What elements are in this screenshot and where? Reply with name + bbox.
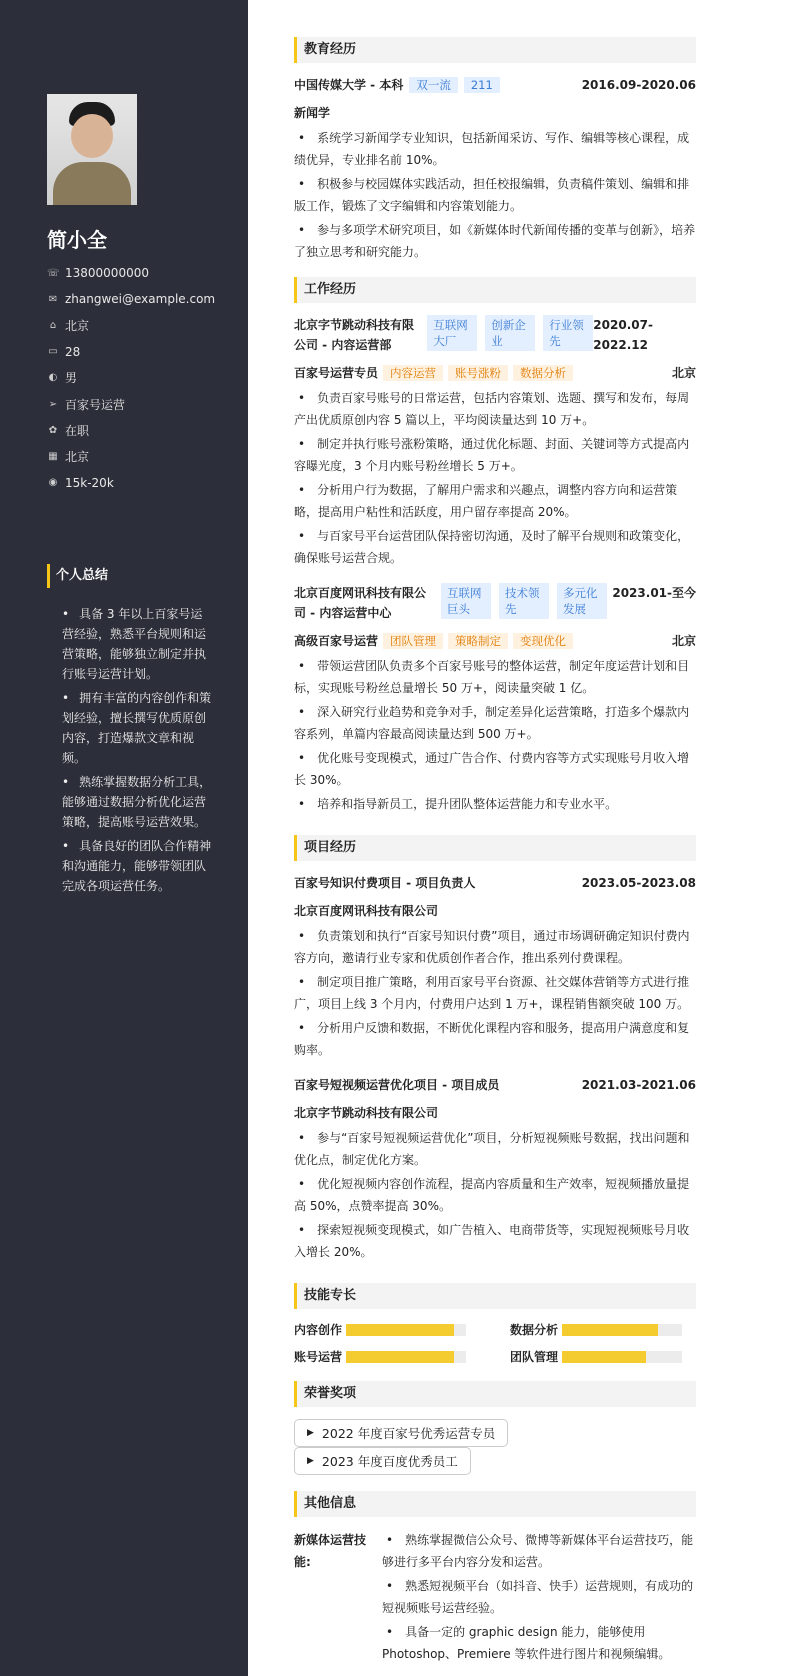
project-header	[294, 1075, 696, 1095]
role-title: 高级百家号运营	[294, 634, 379, 648]
skill-tag: 团队管理	[383, 633, 443, 649]
job-icon: ➢	[48, 398, 58, 410]
info-text: 在职	[65, 423, 90, 438]
section-education: 教育经历	[294, 37, 696, 63]
skill-bar-fill	[346, 1351, 454, 1363]
list-item: • 制定项目推广策略，利用百家号平台资源、社交媒体营销等方式进行推广，项目上线 3 个月内，付费用户达到 1 万+，课程销售额突破 100 万。	[294, 971, 696, 1015]
skill-bar	[346, 1324, 466, 1336]
skill-bar-fill	[346, 1324, 454, 1336]
info-row	[47, 339, 215, 365]
project-list	[294, 1127, 696, 1263]
contact-info	[47, 260, 215, 496]
list-item: • 深入研究行业趋势和竞争对手，制定差异化运营策略，打造多个爆款内容系列，单篇内容最高阅读量达到 500 万+。	[294, 701, 696, 745]
info-text: 男	[65, 371, 78, 386]
tag: 互联网巨头	[441, 583, 491, 619]
info-text: 北京	[65, 449, 90, 464]
sidebar	[0, 0, 248, 1676]
phone-icon: ☏	[47, 267, 60, 279]
play-icon: ▶	[307, 1456, 314, 1466]
job-list	[294, 387, 696, 569]
skill-bar	[562, 1351, 682, 1363]
age-icon: ▭	[48, 346, 58, 358]
job-date: 2023.01-至今	[612, 586, 696, 600]
job-date: 2020.07-2022.12	[593, 318, 653, 352]
section-other: 其他信息	[294, 1491, 696, 1517]
section-work: 工作经历	[294, 277, 696, 303]
project-entry	[294, 873, 696, 1061]
other-list	[382, 1529, 696, 1667]
list-item: • 分析用户反馈和数据，不断优化课程内容和服务，提高用户满意度和复购率。	[294, 1017, 696, 1061]
skill-bar	[562, 1324, 682, 1336]
info-row	[47, 391, 215, 417]
other-info	[294, 1529, 696, 1667]
salary-icon: ◉	[48, 477, 58, 489]
list-item: • 负责百家号账号的日常运营，包括内容策划、选题、撰写和发布，每周产出优质原创内容 5 篇以上，平均阅读量达到 10 万+。	[294, 387, 696, 431]
info-row	[47, 443, 215, 469]
info-text: 15k-20k	[65, 475, 114, 490]
main-content	[294, 0, 696, 1667]
info-row	[47, 365, 215, 391]
company: 北京百度网讯科技有限公司 - 内容运营中心	[294, 586, 427, 620]
project-list	[294, 925, 696, 1061]
project-name: 百家号知识付费项目 - 项目负责人	[294, 876, 476, 890]
summary-item: • 具备良好的团队合作精神和沟通能力，能够带领团队完成各项运营任务。	[62, 836, 212, 896]
skill-name: 数据分析	[510, 1323, 559, 1337]
honor-item[interactable]	[294, 1447, 471, 1475]
list-item: • 分析用户行为数据，了解用户需求和兴趣点，调整内容方向和运营策略，提高用户粘性和活跃度，用户留存率提高 20%。	[294, 479, 696, 523]
gender-icon: ◐	[48, 372, 58, 384]
skill-item	[294, 1348, 480, 1365]
skill-tag: 账号涨粉	[448, 365, 508, 381]
job-list	[294, 655, 696, 815]
section-skills: 技能专长	[294, 1283, 696, 1309]
list-item: • 积极参与校园媒体实践活动，担任校报编辑，负责稿件策划、编辑和排版工作，锻炼了文字编辑和内容策划能力。	[294, 173, 696, 217]
role	[294, 631, 573, 651]
project-header	[294, 873, 696, 893]
skill-bar-fill	[562, 1351, 646, 1363]
job-entry	[294, 583, 696, 815]
mail-icon: ✉	[48, 293, 58, 305]
tag: 多元化发展	[557, 583, 607, 619]
list-item: • 参与多项学术研究项目，如《新媒体时代新闻传播的变革与创新》，培养了独立思考和研究能力。	[294, 219, 696, 263]
list-item: • 培养和指导新员工，提升团队整体运营能力和专业水平。	[294, 793, 696, 815]
honor-text: 2022 年度百家号优秀运营专员	[321, 1426, 496, 1441]
info-row	[47, 470, 215, 496]
profile-name: 简小全	[47, 228, 107, 252]
education-header	[294, 75, 696, 95]
info-text: 13800000000	[65, 266, 149, 281]
info-row	[47, 417, 215, 443]
list-item: • 带领运营团队负责多个百家号账号的整体运营，制定年度运营计划和目标，实现账号粉丝总量增长 50 万+，阅读量突破 1 亿。	[294, 655, 696, 699]
list-item: • 探索短视频变现模式，如广告植入、电商带货等，实现短视频账号月收入增长 20%。	[294, 1219, 696, 1263]
skill-name: 账号运营	[294, 1350, 343, 1364]
tag: 互联网大厂	[427, 315, 477, 351]
skill-tag: 数据分析	[513, 365, 573, 381]
tags	[433, 583, 612, 619]
tag: 211	[464, 77, 500, 93]
skill-name: 内容创作	[294, 1323, 343, 1337]
project-date: 2023.05-2023.08	[581, 876, 696, 890]
school: 中国传媒大学 - 本科	[294, 78, 404, 92]
skill-bar	[346, 1351, 466, 1363]
tag: 行业领先	[543, 315, 593, 351]
section-projects: 项目经历	[294, 835, 696, 861]
role-title: 百家号运营专员	[294, 366, 379, 380]
list-item: • 系统学习新闻学专业知识，包括新闻采访、写作、编辑等核心课程，成绩优异，专业排名前 10%。	[294, 127, 696, 171]
skill-name: 团队管理	[510, 1350, 559, 1364]
skill-item	[510, 1348, 696, 1365]
project-company: 北京字节跳动科技有限公司	[294, 1106, 439, 1120]
list-item: • 熟练掌握微信公众号、微博等新媒体平台运营技巧，能够进行多平台内容分发和运营。	[382, 1529, 696, 1573]
list-item: • 熟悉短视频平台（如抖音、快手）运营规则，有成功的短视频账号运营经验。	[382, 1575, 696, 1619]
list-item: • 制定并执行账号涨粉策略，通过优化标题、封面、关键词等方式提高内容曝光度，3 个月内账号粉丝增长 5 万+。	[294, 433, 696, 477]
play-icon: ▶	[307, 1428, 314, 1438]
project-date: 2021.03-2021.06	[581, 1078, 696, 1092]
avatar	[47, 94, 137, 205]
info-row	[47, 312, 215, 338]
role-row	[294, 363, 696, 383]
project-name: 百家号短视频运营优化项目 - 项目成员	[294, 1078, 500, 1092]
other-label: 新媒体运营技能:	[294, 1533, 367, 1569]
info-text: 北京	[65, 318, 90, 333]
summary-item: • 具备 3 年以上百家号运营经验，熟悉平台规则和运营策略，能够独立制定并执行账号运营计划。	[62, 604, 212, 684]
major: 新闻学	[294, 106, 331, 120]
summary-list	[62, 604, 212, 900]
honors-list	[294, 1419, 696, 1475]
info-row	[47, 260, 215, 286]
list-item: • 与百家号平台运营团队保持密切沟通，及时了解平台规则和政策变化，确保账号运营合规。	[294, 525, 696, 569]
home-icon: ⌂	[49, 319, 57, 331]
role-row	[294, 631, 696, 651]
skill-item	[294, 1321, 480, 1338]
skill-item	[510, 1321, 696, 1338]
honor-item[interactable]	[294, 1419, 508, 1447]
list-item: • 参与“百家号短视频运营优化”项目，分析短视频账号数据，找出问题和优化点，制定优化方案。	[294, 1127, 696, 1171]
summary-title: 个人总结	[47, 564, 108, 588]
tag: 创新企业	[485, 315, 535, 351]
job-city: 北京	[671, 366, 696, 380]
status-icon: ✿	[48, 424, 58, 436]
job-entry	[294, 315, 696, 569]
tag: 技术领先	[499, 583, 549, 619]
project-company: 北京百度网讯科技有限公司	[294, 904, 439, 918]
skill-bar-fill	[562, 1324, 658, 1336]
skills-grid	[294, 1321, 696, 1365]
honor-text: 2023 年度百度优秀员工	[321, 1454, 458, 1469]
education-list	[294, 127, 696, 263]
skill-tag: 变现优化	[513, 633, 573, 649]
info-text: zhangwei@example.com	[65, 292, 216, 307]
project-entry	[294, 1075, 696, 1263]
job-header	[294, 315, 696, 355]
company: 北京字节跳动科技有限公司 - 内容运营部	[294, 318, 415, 352]
job-city: 北京	[671, 634, 696, 648]
list-item: • 优化短视频内容创作流程，提高内容质量和生产效率，短视频播放量提高 50%，点赞率提高 30%。	[294, 1173, 696, 1217]
tag: 双一流	[409, 77, 458, 93]
job-header	[294, 583, 696, 623]
tags	[419, 315, 593, 351]
section-honors: 荣誉奖项	[294, 1381, 696, 1407]
role	[294, 363, 573, 383]
list-item: • 优化账号变现模式，通过广告合作、付费内容等方式实现账号月收入增长 30%。	[294, 747, 696, 791]
list-item: • 具备一定的 graphic design 能力，能够使用 Photoshop、Premiere 等软件进行图片和视频编辑。	[382, 1621, 696, 1665]
summary-item: • 拥有丰富的内容创作和策划经验，擅长撰写优质原创内容，打造爆款文章和视频。	[62, 688, 212, 768]
info-text: 百家号运营	[65, 397, 126, 412]
info-row	[47, 286, 215, 312]
education-date: 2016.09-2020.06	[581, 78, 696, 92]
info-text: 28	[65, 344, 81, 359]
list-item: • 负责策划和执行“百家号知识付费”项目，通过市场调研确定知识付费内容方向，邀请行业专家和优质创作者合作，推出系列付费课程。	[294, 925, 696, 969]
city-icon: ▦	[48, 450, 58, 462]
skill-tag: 内容运营	[383, 365, 443, 381]
summary-item: • 熟练掌握数据分析工具，能够通过数据分析优化运营策略，提高账号运营效果。	[62, 772, 212, 832]
skill-tag: 策略制定	[448, 633, 508, 649]
